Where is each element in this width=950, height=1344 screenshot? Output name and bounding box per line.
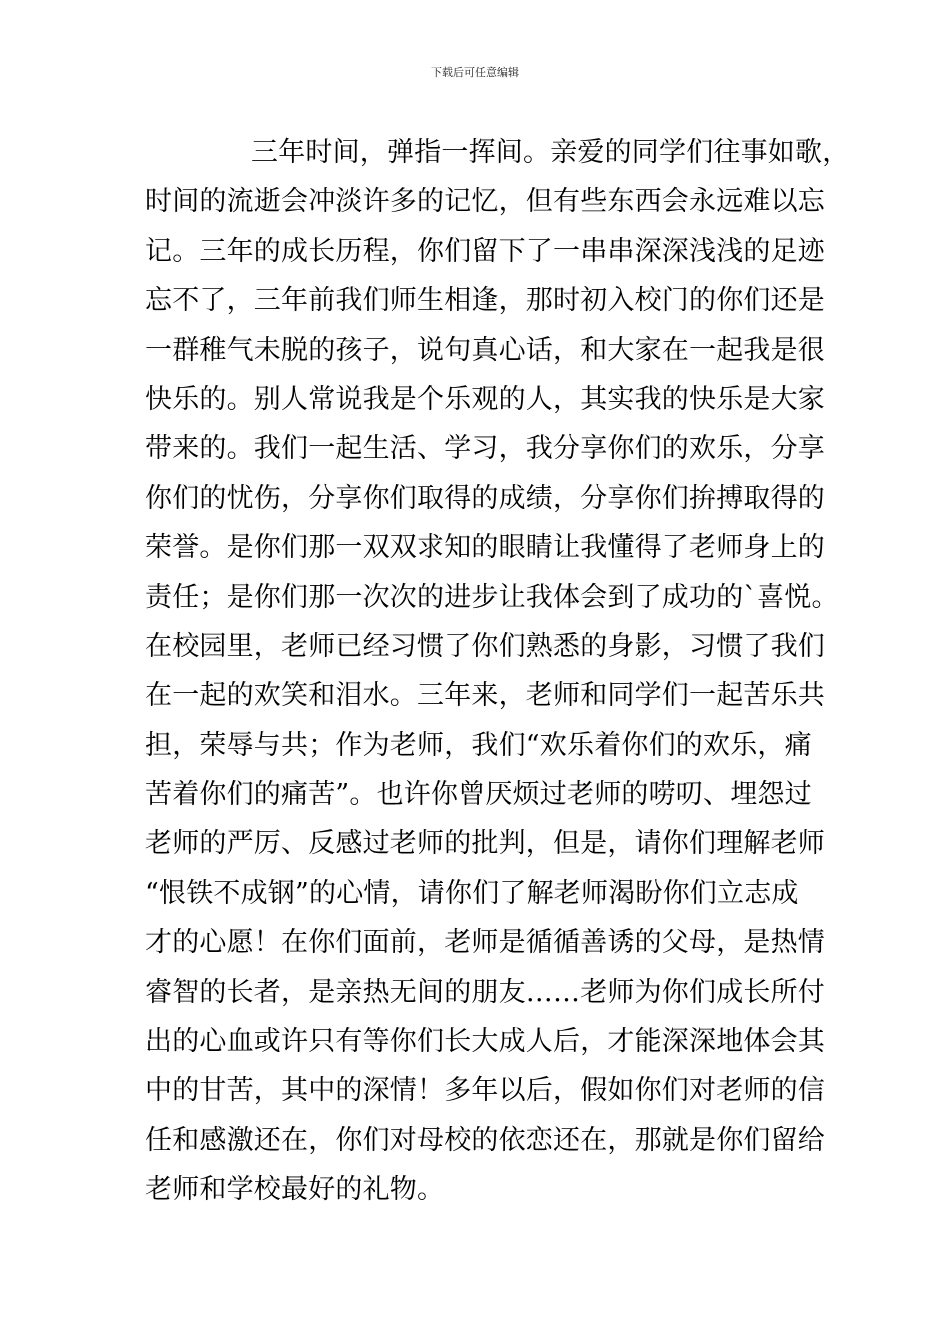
paragraph-line: 在一起的欢笑和泪水。三年来，老师和同学们一起苦乐共 <box>145 680 825 712</box>
paragraph-line: 中的甘苦，其中的深情！多年以后，假如你们对老师的信 <box>145 1075 825 1107</box>
page-header-note: 下载后可任意编辑 <box>431 66 519 79</box>
paragraph-line: 才的心愿！在你们面前，老师是循循善诱的父母，是热情 <box>145 927 825 959</box>
document-body <box>145 128 850 1215</box>
paragraph-line: 老师的严厉、反感过老师的批判，但是，请你们理解老师 <box>145 828 825 860</box>
paragraph-line: 睿智的长者，是亲热无间的朋友……老师为你们成长所付 <box>145 976 825 1008</box>
paragraph-line: 快乐的。别人常说我是个乐观的人，其实我的快乐是大家 <box>145 383 825 415</box>
paragraph-line: 带来的。我们一起生活、学习，我分享你们的欢乐，分享 <box>145 433 825 465</box>
paragraph-line: 担，荣辱与共；作为老师，我们“欢乐着你们的欢乐，痛 <box>145 729 812 761</box>
paragraph-line: 时间的流逝会冲淡许多的记忆，但有些东西会永远难以忘 <box>145 186 825 218</box>
paragraph-line: 任和感激还在，你们对母校的依恋还在，那就是你们留给 <box>145 1124 825 1156</box>
paragraph-line: 你们的忧伤，分享你们取得的成绩，分享你们拚搏取得的 <box>145 482 825 514</box>
paragraph-line: 在校园里，老师已经习惯了你们熟悉的身影，习惯了我们 <box>145 630 825 662</box>
paragraph-line: 责任；是你们那一次次的进步让我体会到了成功的`喜悦。 <box>145 581 839 613</box>
paragraph-line: “恨铁不成钢”的心情，请你们了解老师渴盼你们立志成 <box>145 877 799 909</box>
paragraph-line: 荣誉。是你们那一双双求知的眼睛让我懂得了老师身上的 <box>145 532 825 564</box>
paragraph-line: 忘不了，三年前我们师生相逢，那时初入校门的你们还是 <box>145 285 825 317</box>
paragraph-line: 出的心血或许只有等你们长大成人后，才能深深地体会其 <box>145 1026 825 1058</box>
paragraph-line: 老师和学校最好的礼物。 <box>145 1174 445 1206</box>
paragraph-line: 苦着你们的痛苦”。也许你曾厌烦过老师的唠叨、埋怨过 <box>145 779 812 811</box>
paragraph-line: 三年时间，弹指一挥间。亲爱的同学们往事如歌， <box>251 137 850 168</box>
paragraph-line: 记。三年的成长历程，你们留下了一串串深深浅浅的足迹 <box>145 235 825 267</box>
paragraph-line: 一群稚气未脱的孩子，说句真心话，和大家在一起我是很 <box>145 334 825 366</box>
